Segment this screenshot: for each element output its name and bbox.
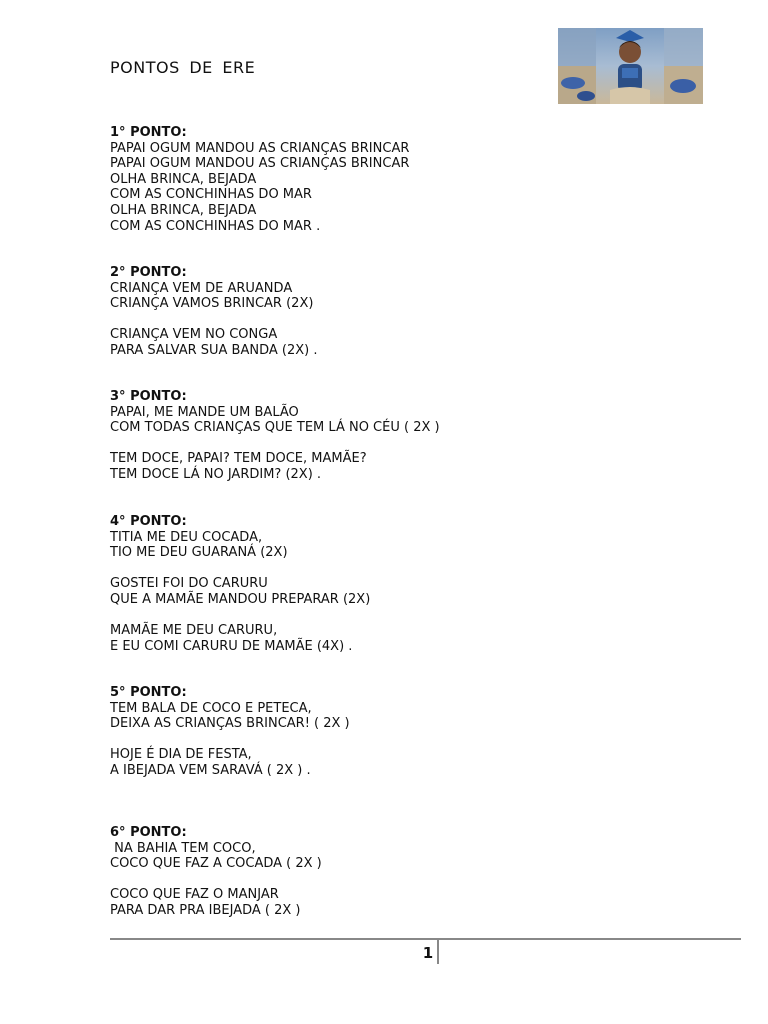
stanza-gap	[110, 436, 440, 452]
page-number-divider	[437, 940, 439, 964]
verse-line: PAPAI OGUM MANDOU AS CRIANÇAS BRINCAR	[110, 156, 410, 172]
ponto-heading: 6° PONTO:	[110, 825, 187, 840]
verse-line: DEIXA AS CRIANÇAS BRINCAR! ( 2X )	[110, 716, 350, 732]
ponto-2	[110, 265, 317, 359]
child-on-beach-photo-icon	[558, 28, 703, 104]
verse-line: OLHA BRINCA, BEJADA	[110, 202, 257, 218]
verse-line: CRIANÇA VEM NO CONGA	[110, 327, 278, 343]
verse-line: HOJE É DIA DE FESTA,	[110, 747, 252, 763]
stanza-gap	[110, 561, 370, 577]
verse-line: MAMÃE ME DEU CARURU,	[110, 623, 278, 639]
ponto-heading: 5° PONTO:	[110, 685, 187, 700]
ponto-heading: 3° PONTO:	[110, 389, 187, 404]
ponto-heading: 4° PONTO:	[110, 514, 187, 529]
verse-line: TEM DOCE LÁ NO JARDIM? (2X) .	[110, 466, 322, 482]
stanza-gap	[110, 608, 370, 624]
verse-line: COM AS CONCHINHAS DO MAR	[110, 187, 312, 203]
verse-line: TIO ME DEU GUARANÁ (2X)	[110, 545, 288, 561]
verse-line: COCO QUE FAZ A COCADA ( 2X )	[110, 856, 322, 872]
ponto-heading: 2° PONTO:	[110, 265, 187, 280]
stanza-gap	[110, 872, 322, 888]
ponto-1	[110, 125, 409, 234]
verse-line: NA BAHIA TEM COCO,	[110, 840, 256, 856]
ponto-6	[110, 825, 322, 919]
verse-line: PARA DAR PRA IBEJADA ( 2X )	[110, 902, 301, 918]
verse-line: COM AS CONCHINHAS DO MAR .	[110, 218, 321, 234]
footer-divider	[110, 938, 741, 940]
stanza-gap	[110, 732, 350, 748]
ponto-3	[110, 389, 440, 483]
header-photo	[558, 28, 703, 104]
page-number: 1	[422, 944, 434, 962]
verse-line: CRIANÇA VAMOS BRINCAR (2X)	[110, 296, 314, 312]
verse-line: PAPAI, ME MANDE UM BALÃO	[110, 404, 299, 420]
verse-line: PAPAI OGUM MANDOU AS CRIANÇAS BRINCAR	[110, 140, 410, 156]
stanza-gap	[110, 312, 317, 328]
ponto-heading: 1° PONTO:	[110, 125, 187, 140]
verse-line: TEM BALA DE COCO E PETECA,	[110, 700, 312, 716]
verse-line: E EU COMI CARURU DE MAMÃE (4X) .	[110, 638, 353, 654]
verse-line: TEM DOCE, PAPAI? TEM DOCE, MAMÃE?	[110, 451, 367, 467]
verse-line: TITIA ME DEU COCADA,	[110, 529, 263, 545]
verse-line: COM TODAS CRIANÇAS QUE TEM LÁ NO CÉU ( 2X )	[110, 420, 440, 436]
verse-line: QUE A MAMÃE MANDOU PREPARAR (2X)	[110, 591, 371, 607]
ponto-4	[110, 514, 370, 654]
verse-line: COCO QUE FAZ O MANJAR	[110, 887, 279, 903]
verse-line: GOSTEI FOI DO CARURU	[110, 576, 268, 592]
verse-line: OLHA BRINCA, BEJADA	[110, 171, 257, 187]
ponto-5	[110, 685, 350, 779]
verse-line: CRIANÇA VEM DE ARUANDA	[110, 280, 293, 296]
page-title: PONTOS DE ERE	[110, 58, 256, 77]
verse-line: PARA SALVAR SUA BANDA (2X) .	[110, 342, 318, 358]
verse-line: A IBEJADA VEM SARAVÁ ( 2X ) .	[110, 762, 311, 778]
